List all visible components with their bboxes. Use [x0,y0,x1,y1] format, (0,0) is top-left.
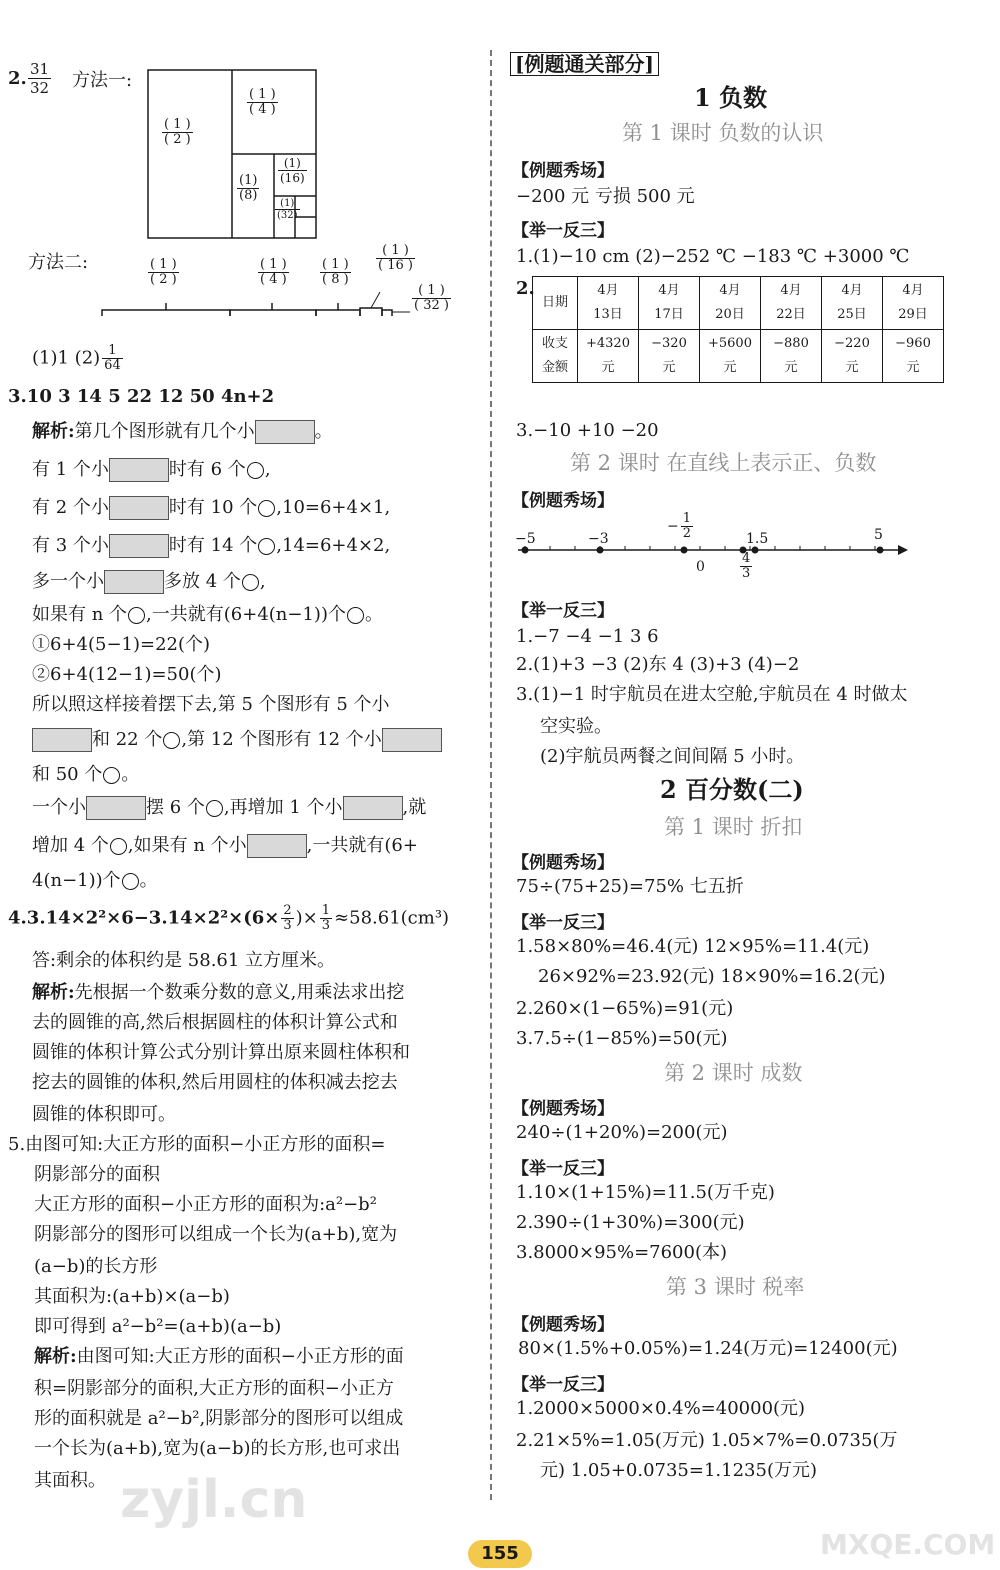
brace-eighth [316,310,360,316]
income-expense-table [532,276,944,383]
lesson5-example: 80×(1.5%+0.05%)=1.24(万元)=12400(元) [518,1338,898,1359]
q5-analysis3: 形的面积就是 a²−b²,阴影部分的图形可以组成 [34,1408,404,1429]
nl-label-neg5: −5 [515,531,536,547]
circle-icon [163,732,180,749]
q3-calc1: ①6+4(5−1)=22(个) [32,634,211,655]
frac-sixteenth: $\frac{(1)}{(16)}$ [280,156,305,185]
table-cell: +5600 元 [700,330,761,383]
table-cell: 4月 25日 [822,277,883,330]
q4-analysis4: 挖去的圆锥的体积,然后用圆柱的体积减去挖去 [32,1072,398,1093]
q2-sub-answers: (1)1 (2) $\frac{1}{64}$ [32,343,121,373]
frac-quarter: $\frac{( 1 )}{( 4 )}$ [249,87,276,117]
table-cell: +4320 元 [578,330,639,383]
example-label: 【例题秀场】 [512,161,614,181]
column-divider [490,50,492,1500]
practice-label: 【举一反三】 [512,913,614,933]
q2-number: 2. [8,68,27,89]
point-5 [877,547,884,554]
circle-icon [122,873,139,890]
lesson2-q2: 2.(1)+3 −3 (2)东 4 (3)+3 (4)−2 [516,654,800,675]
table-cell: 4月 20日 [700,277,761,330]
table-cell: 4月 29日 [883,277,944,330]
lesson3-example: 75÷(75+25)=75% 七五折 [516,876,744,897]
circle-icon [258,538,275,555]
lesson2-q3: 3.(1)−1 时宇航员在进太空舱,宇航员在 4 时做太 [516,684,908,705]
q3-general1: 一个小 摆 6 个 ,再增加 1 个小 ,就 [32,797,427,818]
lesson1-title: 第 1 课时 负数的认识 [622,121,824,145]
lesson2-q3-part2: (2)宇航员两餐之间间隔 5 小时。 [540,746,805,767]
q5-analysis1: 解析:由图可知:大正方形的面积−小正方形的面 [34,1346,404,1367]
small-rectangle [109,496,169,520]
m2-frac-half: $\frac{( 1 )}{( 2 )}$ [150,257,177,287]
small-rectangle [86,796,146,820]
q3-general2: 增加 4 个 ,如果有 n 个小 ,一共就有(6+ [32,835,418,856]
small-rectangle [109,458,169,482]
lesson1-q1: 1.(1)−10 cm (2)−252 ℃ −183 ℃ +3000 ℃ [516,246,910,267]
q4-analysis3: 圆锥的体积计算公式分别计算出原来圆柱体积和 [32,1042,410,1063]
example-label: 【例题秀场】 [512,1315,614,1335]
q3-summary2: 和 22 个 ,第 12 个图形有 12 个小 [32,728,442,752]
table-cell: 4月 17日 [639,277,700,330]
q3-line-a1: 有 1 个小 时有 6 个 , [32,459,271,480]
lesson5-q2-cont: 元) 1.05+0.0735=1.1235(万元) [540,1460,817,1481]
table-cell: −320 元 [639,330,700,383]
q3-line-a5: 如果有 n 个 ,一共就有(6+4(n−1))个 。 [32,604,383,625]
q4-answer: 答:剩余的体积约是 58.61 立方厘米。 [32,950,336,971]
lesson3-title: 第 1 课时 折扣 [664,815,803,839]
nl-label-neg3: −3 [588,531,609,547]
unit2-title: 2 百分数(二) [660,775,804,804]
circle-icon [258,500,275,517]
q5-analysis5: 其面积。 [34,1470,106,1491]
watermark-logo: zyjl.cn [120,1470,308,1530]
q3-calc2: ②6+4(12−1)=50(个) [32,664,222,685]
q5-line1: 5.由图可知:大正方形的面积−小正方形的面积= [8,1134,386,1155]
q5-analysis4: 一个长为(a+b),宽为(a−b)的长方形,也可求出 [34,1438,401,1459]
practice-label: 【举一反三】 [512,221,614,241]
lesson1-q2: 2. [516,278,535,299]
circle-icon [103,767,120,784]
method2-label: 方法二: [28,252,89,273]
number-line [500,510,920,590]
example-label: 【例题秀场】 [512,853,614,873]
circle-icon [110,838,127,855]
q5-line2: 阴影部分的面积 [34,1164,160,1185]
section-header: [例题通关部分] [510,52,659,76]
q3-summary3: 和 50 个 。 [32,764,140,785]
brace-sixteenth [360,308,382,316]
practice-label: 【举一反三】 [512,601,614,621]
q3-line-a3: 有 3 个小 时有 14 个 ,14=6+4×2, [32,535,391,556]
circle-icon [242,574,259,591]
lesson2-q3-cont: 空实验。 [540,716,612,737]
q3-line-a2: 有 2 个小 时有 10 个 ,10=6+4×1, [32,497,391,518]
lesson1-q3: 3.−10 +10 −20 [516,420,659,441]
q5-line4: 阴影部分的图形可以组成一个长为(a+b),宽为 [34,1224,398,1245]
q5-line6: 其面积为:(a+b)×(a−b) [34,1286,230,1307]
q3-analysis-line1: 解析:第几个图形就有几个小 。 [32,421,333,442]
small-rectangle [32,728,92,752]
lesson4-title: 第 2 课时 成数 [664,1061,803,1085]
table-header-date: 日期 [533,277,578,330]
circle-icon [347,607,364,624]
q5-analysis2: 积=阴影部分的面积,大正方形的面积−小正方 [34,1378,394,1399]
lesson3-q1: 1.58×80%=46.4(元) 12×95%=11.4(元) [516,936,870,957]
table-cell: −880 元 [761,330,822,383]
lesson4-q2: 2.390÷(1+30%)=300(元) [516,1212,745,1233]
frac-num: 31 [30,60,50,78]
small-rectangle [104,570,164,594]
small-rectangle [382,728,442,752]
table-cell: −960 元 [883,330,944,383]
example-label: 【例题秀场】 [512,491,614,511]
lesson5-title: 第 3 课时 税率 [666,1275,805,1299]
watermark-site: MXQE.COM [820,1528,996,1561]
lesson1-example: −200 元 亏损 500 元 [516,186,695,207]
method1-label: 方法一: [72,70,133,91]
nl-label-four-thirds: $\frac{4}{3}$ [742,551,751,581]
small-rectangle [109,534,169,558]
frac-thirtysecond: $\frac{(1)}{(32)}$ [277,198,298,221]
table-header-amount: 收支 金额 [533,330,578,383]
q4-analysis2: 去的圆锥的高,然后根据圆柱的体积计算公式和 [32,1012,398,1033]
lesson3-q3: 3.7.5÷(1−85%)=50(元) [516,1028,728,1049]
m2-frac-sixteenth: $\frac{( 1 )}{( 16 )}$ [378,243,413,273]
practice-label: 【举一反三】 [512,1159,614,1179]
brace-thirtysecond [382,310,392,316]
q3-line-a4: 多一个小 多放 4 个 , [32,571,266,592]
lesson5-q2: 2.21×5%=1.05(万元) 1.05×7%=0.0735(万 [516,1430,898,1451]
nl-label-neg-half: − $\frac{1}{2}$ [667,511,692,541]
table-cell: −220 元 [822,330,883,383]
q3-general3: 4(n−1))个 。 [32,870,158,891]
practice-label: 【举一反三】 [512,1375,614,1395]
m2-frac-quarter: $\frac{( 1 )}{( 4 )}$ [260,257,287,287]
frac-eighth: $\frac{(1)}{(8)}$ [239,173,258,203]
circle-icon [128,607,145,624]
q4-analysis5: 圆锥的体积即可。 [32,1104,176,1125]
lesson3-q1b: 26×92%=23.92(元) 18×90%=16.2(元) [538,966,886,987]
circle-icon [206,800,223,817]
point-neg-half [681,547,688,554]
example-label: 【例题秀场】 [512,1099,614,1119]
circle-icon [247,462,264,479]
m2-frac-eighth: $\frac{( 1 )}{( 8 )}$ [322,257,349,287]
brace-quarter [230,310,316,316]
table-cell: 4月 22日 [761,277,822,330]
m2-frac-thirtysecond: $\frac{( 1 )}{( 32 )}$ [414,283,449,313]
lesson2-q1: 1.−7 −4 −1 3 6 [516,626,659,647]
q4-analysis1: 解析:先根据一个数乘分数的意义,用乘法求出挖 [32,982,405,1003]
q5-line5: (a−b)的长方形 [34,1256,158,1277]
small-rectangle [343,796,403,820]
q4-formula: 4.3.14×2²×6−3.14×2²×(6× $\frac{2}{3}$ )× $\frac{1}{3}$ ≈58.61(cm³) [8,903,450,933]
lesson4-q1: 1.10×(1+15%)=11.5(万千克) [516,1182,775,1203]
lesson5-q1: 1.2000×5000×0.4%=40000(元) [516,1398,806,1419]
lesson4-q3: 3.8000×95%=7600(本) [516,1242,728,1263]
brace-half [102,310,230,316]
table-cell: 4月 13日 [578,277,639,330]
nl-label-0: 0 [696,559,705,575]
nl-label-1.5: 1.5 [746,531,769,547]
q5-line7: 即可得到 a²−b²=(a+b)(a−b) [34,1316,282,1337]
nl-label-5: 5 [874,527,883,543]
small-rectangle [247,834,307,858]
frac-den: 32 [30,79,50,97]
lesson3-q2: 2.260×(1−65%)=91(元) [516,998,734,1019]
q3-answer: 3.10 3 14 5 22 12 50 4n+2 [8,386,275,407]
lesson4-example: 240÷(1+20%)=200(元) [516,1122,728,1143]
q3-summary1: 所以照这样接着摆下去,第 5 个图形有 5 个小 [32,694,390,715]
small-rectangle [255,420,315,444]
unit1-title: 1 负数 [694,83,768,112]
lesson2-title: 第 2 课时 在直线上表示正、负数 [570,451,877,475]
frac-half: $\frac{( 1 )}{( 2 )}$ [164,117,191,147]
page-number: 155 [468,1540,532,1568]
q5-line3: 大正方形的面积−小正方形的面积为:a²−b² [34,1194,377,1215]
